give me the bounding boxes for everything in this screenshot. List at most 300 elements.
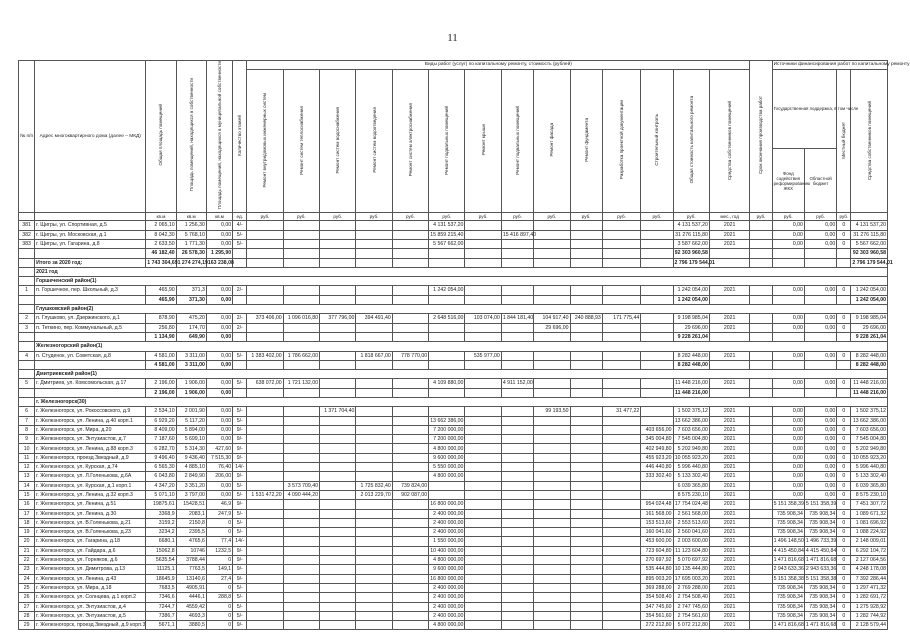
table-row: [19, 583, 888, 592]
cell-base: [465, 537, 501, 546]
cell-no: 381: [19, 221, 35, 230]
cell-own: 9 198 985,04: [851, 314, 888, 323]
cell-w3: [320, 323, 356, 332]
cell-w2: [283, 574, 319, 583]
cell-facade2: 369 288,00: [641, 583, 673, 592]
cell-a: 2 534,10: [146, 407, 176, 416]
cell-w1: [247, 425, 283, 434]
cell-ctrl2: [602, 453, 640, 462]
cell-c: 0,00: [206, 351, 232, 360]
cell-total: 2 769 288,00: [673, 583, 709, 592]
cell-roof: [429, 360, 465, 369]
section-row: [19, 258, 888, 267]
cell-ctrl: [570, 295, 602, 304]
cell-addr: г. Железногорск, ул. Рокоссовского, д.9: [35, 407, 146, 416]
cell-w4: 1 818 667,00: [356, 351, 392, 360]
table-row: [19, 574, 888, 583]
cell-c: 7 515,30: [206, 453, 232, 462]
cell-total: 31 276 115,80: [673, 230, 709, 239]
cell-w1: [247, 332, 283, 341]
cell-w5: [392, 593, 428, 602]
cell-w5: [392, 407, 428, 416]
cell-term: [709, 258, 749, 267]
cell-w3: [320, 351, 356, 360]
cell-c: 0,00: [206, 323, 232, 332]
cell-own: 4 248 178,08: [851, 565, 888, 574]
table-row: [19, 528, 888, 537]
cell-reg: 1 471 816,68: [805, 622, 837, 629]
cell-base: [465, 546, 501, 555]
cell-w2: [283, 239, 319, 248]
cell-e: [750, 565, 772, 574]
cell-a: 2 196,00: [146, 388, 176, 397]
cell-a: 18645,9: [146, 574, 176, 583]
cell-w5: [392, 435, 428, 444]
cell-e: [750, 323, 772, 332]
cell-own: 1 242 054,00: [851, 286, 888, 295]
cell-w2: [283, 509, 319, 518]
cell-loc: [837, 295, 851, 304]
cell-d: 5/-: [233, 583, 247, 592]
cell-ctrl: [570, 435, 602, 444]
cell-no: 5: [19, 379, 35, 388]
cell-b: 475,20: [176, 314, 206, 323]
cell-term: 2021: [709, 481, 749, 490]
cell-w1: [247, 435, 283, 444]
cell-facade: [501, 556, 533, 565]
cell-c: 0,00: [206, 332, 232, 341]
cell-w1: [247, 602, 283, 611]
cell-fund: 735 908,34: [772, 611, 804, 620]
cell-roof: 2 400 000,00: [429, 583, 465, 592]
cell-roof: 1 242 054,00: [429, 286, 465, 295]
cell-term: 2021: [709, 574, 749, 583]
cell-w3: [320, 453, 356, 462]
cell-proj: [534, 258, 570, 267]
cell-addr: п. Горшечное, пер. Школьный, д.3: [35, 286, 146, 295]
cell-w2: [283, 453, 319, 462]
cell-reg: 735 908,34: [804, 593, 836, 602]
cell-facade: [501, 360, 533, 369]
cell-a: 5635,54: [146, 556, 176, 565]
cell-w1: [247, 323, 283, 332]
cell-reg: 5 151 358,39: [805, 501, 837, 508]
cell-w2: [283, 388, 319, 397]
cell-w3: [320, 509, 356, 518]
cell-base: [465, 583, 501, 592]
cell-w5: [392, 537, 428, 546]
cell-c: 0,00: [206, 239, 232, 248]
cell-ctrl2: [602, 323, 640, 332]
cell-term: 2021: [709, 286, 749, 295]
cell-facade2: 895 003,20: [641, 574, 673, 583]
cell-fund: 0,00: [772, 221, 804, 230]
cell-addr: г. Железногорск, ул. Ленина, д.88 корп.3: [35, 444, 146, 453]
cell-w5: [392, 425, 428, 434]
cell-reg: 0,00: [804, 323, 836, 332]
cell-reg: 5 151 358,38: [805, 575, 837, 582]
cell-c: 0,00: [206, 388, 232, 397]
col-no: № п/п: [19, 61, 35, 213]
section-title: Дмитриевский район(1): [35, 370, 888, 379]
cell-roof: 2 648 516,00: [429, 314, 465, 323]
cell-c: 163 238,08: [207, 259, 234, 266]
cell-no: [19, 295, 35, 304]
cell-own: 29 696,00: [851, 323, 888, 332]
cell-ctrl2: [602, 295, 640, 304]
cell-reg: 0,00: [804, 435, 836, 444]
cell-facade2: 455 923,20: [641, 453, 673, 462]
cell-facade: [501, 546, 533, 555]
cell-base: [465, 407, 501, 416]
cell-no: 7: [19, 416, 35, 425]
cell-facade: [501, 258, 533, 267]
cell-facade: 15 416 897,40: [502, 231, 536, 238]
cell-w5: [392, 583, 428, 592]
cell-reg: 4 415 450,84: [805, 547, 837, 554]
cell-w1: [247, 416, 283, 425]
cell-b: 4 885,10: [176, 463, 206, 472]
cell-facade2: [641, 332, 673, 341]
cell-fund: 0,00: [772, 286, 804, 295]
cell-no: 3: [19, 323, 35, 332]
unit-cell: руб.: [465, 213, 501, 221]
cell-term: 2021: [709, 351, 749, 360]
cell-ctrl: [570, 490, 602, 499]
cell-c: 0,00: [206, 425, 232, 434]
cell-no: [19, 388, 35, 397]
cell-loc: 0: [837, 528, 851, 537]
cell-w4: [356, 435, 392, 444]
cell-term: 2021: [709, 593, 749, 602]
cell-e: [750, 416, 772, 425]
cell-e: [750, 518, 772, 527]
cell-w2: [283, 435, 319, 444]
cell-proj: [534, 388, 570, 397]
cell-b: 371,3: [176, 286, 206, 295]
cell-roof: [429, 295, 465, 304]
cell-facade: [501, 500, 533, 509]
cell-roof: [429, 351, 465, 360]
cell-base: [465, 388, 501, 397]
table-row: [19, 444, 888, 453]
cell-no: 9: [19, 435, 35, 444]
cell-no: 8: [19, 425, 35, 434]
unit-cell: [35, 213, 146, 221]
cell-w3: [320, 602, 356, 611]
cell-facade: 1 844 181,40: [502, 315, 534, 322]
cell-addr: г. Железногорск, ул. Курская, д.1 корп.1: [35, 481, 146, 490]
cell-total: 6 039 365,80: [673, 481, 709, 490]
cell-loc: [837, 258, 851, 267]
cell-c: 0: [206, 518, 232, 527]
cell-w4: [356, 602, 392, 611]
cell-ctrl2: [602, 332, 640, 341]
cell-facade2: 270 697,92: [641, 556, 673, 565]
cell-proj: [534, 490, 570, 499]
cell-reg: 0,00: [804, 453, 836, 462]
cell-w2: [283, 230, 319, 239]
cell-ctrl2: [602, 574, 640, 583]
cell-w1: [247, 295, 283, 304]
cell-facade2: [641, 351, 673, 360]
cell-fund: 735 908,34: [772, 509, 804, 518]
cell-ctrl2: [602, 537, 640, 546]
cell-b: 5 117,20: [176, 416, 206, 425]
cell-e: [750, 481, 772, 490]
cell-total: 10 055 923,20: [674, 454, 708, 461]
cell-a: 3159,2: [146, 518, 176, 527]
cell-w4: [356, 258, 392, 267]
cell-no: 28: [19, 611, 35, 620]
table-row: [19, 416, 888, 425]
cell-total: 5 133 302,40: [673, 472, 709, 481]
cell-ctrl2: [602, 546, 640, 555]
cell-w4: 394 491,40: [356, 314, 392, 323]
cell-total: 8 282 448,00: [673, 360, 709, 369]
cell-w5: [392, 286, 428, 295]
cell-term: 2021: [709, 556, 749, 565]
cell-loc: 0: [837, 500, 851, 509]
cell-w2: [283, 463, 319, 472]
cell-proj: 29 696,00: [534, 323, 570, 332]
cell-w5: [392, 239, 428, 248]
table-row: [19, 509, 888, 518]
cell-d: 5/-: [233, 518, 247, 527]
cell-e: [750, 388, 772, 397]
cell-c: 0,00: [206, 314, 232, 323]
cell-own: 11 448 216,00: [851, 379, 888, 388]
cell-c: 0: [206, 528, 232, 537]
cell-w1: [247, 360, 283, 369]
cell-d: 5/-: [233, 239, 247, 248]
cell-w1: [247, 286, 283, 295]
cell-w5: 739 824,00: [392, 481, 428, 490]
cell-proj: [534, 593, 570, 602]
cell-e: [750, 314, 772, 323]
cell-w1: [247, 444, 283, 453]
cell-ctrl: [570, 425, 602, 434]
cell-no: [19, 249, 35, 258]
cell-own: 8 282 448,00: [851, 360, 888, 369]
cell-w1: 638 072,00: [247, 379, 283, 388]
cell-term: 2021: [709, 537, 749, 546]
cell-roof: 1 550 000,00: [429, 537, 465, 546]
cell-addr: г. Железногорск, ул. Гайдара, д.6: [35, 546, 146, 555]
cell-w5: [392, 230, 428, 239]
cell-proj: [534, 425, 570, 434]
subtotal-row: [19, 295, 888, 304]
cell-reg: [804, 332, 836, 341]
cell-no: 24: [19, 574, 35, 583]
cell-own: 7 603 656,00: [851, 425, 888, 434]
cell-ctrl: [570, 509, 602, 518]
section-row: [19, 370, 888, 379]
cell-addr: г. Железногорск, ул. Ленина, д.40 корп.1: [35, 416, 146, 425]
cell-loc: 0: [837, 314, 851, 323]
cell-proj: [534, 583, 570, 592]
cell-proj: [534, 463, 570, 472]
unit-cell: руб.: [320, 213, 356, 221]
cell-own: 1 282 744,92: [851, 611, 888, 620]
cell-w1: [247, 556, 283, 565]
cell-reg: 0,00: [804, 286, 836, 295]
cell-fund: 0,00: [772, 453, 804, 462]
cell-w5: 778 770,00: [392, 351, 428, 360]
cell-facade: [501, 286, 533, 295]
cell-a: 465,90: [146, 295, 176, 304]
cell-facade2: [641, 323, 673, 332]
cell-ctrl2: [602, 286, 640, 295]
cell-ctrl: [570, 593, 602, 602]
cell-total: 2 754 508,40: [673, 593, 709, 602]
cell-reg: 0,00: [804, 425, 836, 434]
cell-own: 8 575 230,10: [851, 490, 888, 499]
cell-a: 1 134,90: [146, 332, 176, 341]
cell-w3: [320, 500, 356, 509]
cell-a: 4 347,20: [146, 481, 176, 490]
unit-cell: [19, 213, 35, 221]
cell-ctrl: [570, 602, 602, 611]
cell-reg: [804, 258, 836, 267]
cell-facade: [501, 435, 533, 444]
cell-roof: 7 200 000,00: [429, 425, 465, 434]
cell-base: [465, 360, 501, 369]
cell-w4: [356, 407, 392, 416]
cell-w4: [356, 593, 392, 602]
cell-no: 16: [19, 500, 35, 509]
cell-total: 5 070 697,92: [673, 556, 709, 565]
cell-fund: [772, 249, 804, 258]
cell-b: 3880,5: [176, 621, 206, 630]
cell-w4: [356, 286, 392, 295]
cell-c: 76,40: [206, 463, 232, 472]
cell-reg: 0,00: [804, 407, 836, 416]
cell-total: 11 123 604,80: [673, 546, 709, 555]
cell-base: [465, 230, 501, 239]
cell-ctrl2: [602, 463, 640, 472]
cell-total: 7 545 004,80: [673, 435, 709, 444]
cell-w2: [283, 221, 319, 230]
table-row: [19, 611, 888, 620]
cell-base: [465, 574, 501, 583]
cell-b: 3 311,00: [176, 360, 206, 369]
cell-facade2: [641, 295, 673, 304]
cell-facade2: [641, 314, 673, 323]
cell-w2: [283, 611, 319, 620]
cell-ctrl2: [602, 490, 640, 499]
cell-d: 9/-: [233, 444, 247, 453]
cell-w3: [320, 593, 356, 602]
cell-w1: [247, 621, 283, 630]
cell-d: 14/-: [233, 463, 247, 472]
cell-c: 0: [206, 611, 232, 620]
cell-loc: 0: [837, 230, 851, 239]
section-title: 2021 год: [35, 267, 888, 276]
unit-cell: руб.: [570, 213, 602, 221]
cell-b: 5 894,00: [176, 425, 206, 434]
cell-reg: 0,00: [804, 472, 836, 481]
cell-addr: г. Железногорск, проезд Звездный, д.9 корп.3: [36, 622, 146, 629]
unit-cell: кв.м: [206, 213, 232, 221]
cell-d: [233, 258, 247, 267]
cell-fund: 0,00: [772, 407, 804, 416]
cell-w5: [392, 472, 428, 481]
cell-proj: [534, 351, 570, 360]
table-row: [19, 323, 888, 332]
cell-e: [750, 435, 772, 444]
cell-ctrl2: [602, 593, 640, 602]
cell-c: 149,1: [206, 565, 232, 574]
cell-no: 11: [19, 453, 35, 462]
section-row: [19, 305, 888, 314]
cell-c: 0,00: [206, 435, 232, 444]
cell-w2: [283, 286, 319, 295]
cell-d: 5/-: [233, 593, 247, 602]
cell-e: [750, 221, 772, 230]
cell-c: 0: [206, 602, 232, 611]
cell-w2: [283, 621, 319, 630]
cell-loc: 0: [837, 509, 851, 518]
cell-loc: 0: [837, 621, 851, 630]
cell-addr: г. Железногорск, ул. Горняков, д.6: [35, 556, 146, 565]
cell-loc: 0: [837, 416, 851, 425]
unit-cell: руб.: [750, 213, 772, 221]
cell-b: 3788,44: [176, 556, 206, 565]
cell-c: 46,9: [206, 500, 232, 509]
cell-total: 5 072 212,80: [673, 621, 709, 630]
cell-w1: 373 406,00: [247, 314, 283, 323]
cell-e: [750, 593, 772, 602]
cell-ctrl2: [602, 249, 640, 258]
cell-d: 9/-: [233, 425, 247, 434]
cell-c: 1 295,90: [206, 249, 232, 258]
cell-reg: 0,00: [804, 444, 836, 453]
cell-w1: [247, 528, 283, 537]
cell-e: [750, 258, 772, 267]
cell-ctrl2: [602, 221, 640, 230]
unit-cell: руб.: [247, 213, 283, 221]
cell-roof: 9 600 000,00: [429, 565, 465, 574]
cell-ctrl2: [602, 509, 640, 518]
cell-ctrl: [570, 574, 602, 583]
cell-reg: [804, 388, 836, 397]
cell-ctrl: [570, 360, 602, 369]
cell-w5: [392, 416, 428, 425]
unit-cell: руб.: [837, 213, 851, 221]
cell-d: 5/-: [233, 230, 247, 239]
cell-w4: [356, 332, 392, 341]
cell-d: 9/-: [233, 453, 247, 462]
cell-term: 2021: [709, 518, 749, 527]
cell-w3: [320, 295, 356, 304]
cell-proj: [534, 472, 570, 481]
cell-total: 11 448 216,00: [673, 379, 709, 388]
unit-cell: ед.: [233, 213, 247, 221]
cell-w2: [283, 518, 319, 527]
cell-roof: 13 662 386,00: [430, 417, 464, 424]
cell-fund: 0,00: [772, 379, 804, 388]
cell-ctrl2: [602, 388, 640, 397]
cell-d: [233, 388, 247, 397]
cell-term: 2021: [709, 435, 749, 444]
cell-c: 1232,5: [206, 546, 232, 555]
cell-b: 2395,5: [176, 528, 206, 537]
cell-fund: 735 908,34: [772, 602, 804, 611]
cell-d: [233, 360, 247, 369]
cell-w3: [320, 221, 356, 230]
cell-ctrl2: [602, 611, 640, 620]
